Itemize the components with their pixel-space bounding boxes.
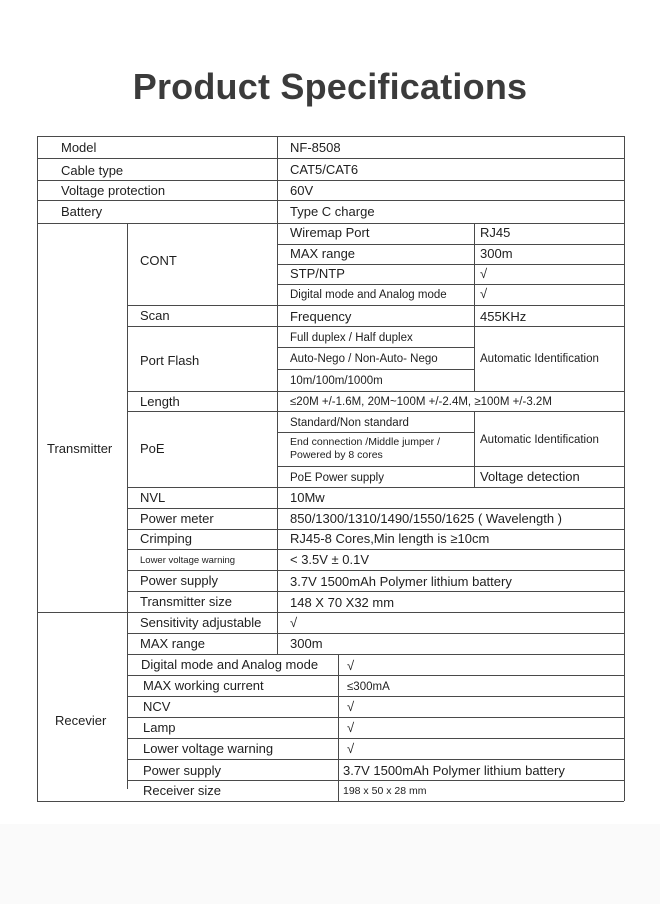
section-divider: [37, 612, 624, 613]
spec-label: Crimping: [140, 531, 193, 546]
check-mark: √: [480, 286, 488, 301]
spec-value: 3.7V 1500mAh Polymer lithium battery: [290, 574, 512, 589]
spec-label: Power meter: [140, 511, 214, 526]
receiver-spec-label: Sensitivity adjustable: [140, 615, 262, 630]
spec-label: Lower voltage warning: [140, 555, 236, 566]
check-mark: √: [480, 266, 488, 281]
check-mark: √: [347, 720, 355, 735]
row-divider: [127, 305, 624, 306]
scan-param: Frequency: [290, 309, 352, 324]
page-title: Product Specifications: [132, 66, 528, 107]
scan-value: 455KHz: [480, 309, 527, 324]
receiver-spec-label: Power supply: [143, 763, 222, 778]
receiver-spec-value: 3.7V 1500mAh Polymer lithium battery: [343, 763, 565, 778]
cable-type-value: CAT5/CAT6: [290, 162, 359, 177]
row-divider: [37, 180, 624, 181]
cont-param: Wiremap Port: [290, 225, 370, 240]
receiver-spec-value: 198 x 50 x 28 mm: [343, 785, 427, 797]
poe-label: PoE: [140, 441, 165, 456]
check-mark: √: [290, 615, 298, 630]
cont-label: CONT: [140, 253, 177, 268]
receiver-label: Recevier: [55, 713, 107, 728]
spec-label: Transmitter size: [140, 594, 232, 609]
spec-value: RJ45-8 Cores,Min length is ≥10cm: [290, 531, 490, 546]
model-value: NF-8508: [290, 140, 341, 155]
receiver-spec-label: NCV: [143, 699, 171, 714]
cont-param: MAX range: [290, 246, 356, 261]
receiver-spec-label: Lower voltage warning: [143, 741, 274, 756]
row-divider: [277, 284, 624, 285]
receiver-spec-label: Digital mode and Analog mode: [141, 657, 319, 672]
check-mark: √: [347, 741, 355, 756]
col-divider: [277, 223, 278, 612]
row-divider: [127, 780, 624, 781]
check-mark: √: [347, 658, 355, 673]
row-divider: [37, 200, 624, 201]
cable-type-label: Cable type: [61, 163, 124, 178]
battery-label: Battery: [61, 204, 103, 219]
spec-value: 10Mw: [290, 490, 325, 505]
receiver-spec-label: Receiver size: [143, 783, 222, 798]
row-divider: [127, 696, 624, 697]
spec-label: Power supply: [140, 573, 219, 588]
spec-table: [37, 136, 624, 801]
model-label: Model: [61, 140, 97, 155]
cont-value: RJ45: [480, 225, 511, 240]
row-divider: [277, 347, 474, 348]
row-divider: [127, 508, 624, 509]
transmitter-label: Transmitter: [47, 441, 113, 456]
poe-identification: Automatic Identification: [480, 434, 599, 446]
poe-power-supply-param: PoE Power supply: [290, 472, 384, 484]
row-divider: [277, 432, 474, 433]
receiver-spec-label: Lamp: [143, 720, 176, 735]
check-mark: √: [347, 699, 355, 714]
row-divider: [37, 158, 624, 159]
row-divider: [127, 759, 624, 760]
col-divider: [474, 326, 475, 391]
receiver-spec-value: 300m: [290, 636, 323, 651]
row-divider: [127, 391, 624, 392]
table-border: [37, 801, 624, 802]
col-divider: [474, 411, 475, 487]
cont-param: STP/NTP: [290, 266, 345, 281]
poe-standard: Standard/Non standard: [290, 417, 409, 429]
row-divider: [127, 633, 624, 634]
receiver-spec-value: ≤300mA: [347, 681, 390, 693]
poe-end-connection: End connection /Middle jumper /: [290, 436, 440, 448]
col-divider: [474, 223, 475, 305]
port-flash-label: Port Flash: [140, 353, 200, 368]
row-divider: [277, 264, 624, 265]
row-divider: [127, 717, 624, 718]
row-divider: [127, 487, 624, 488]
spec-value: 850/1300/1310/1490/1550/1625 ( Wavelength ): [290, 511, 563, 526]
receiver-spec-label: MAX range: [140, 636, 206, 651]
row-divider: [127, 326, 624, 327]
row-divider: [127, 738, 624, 739]
port-flash-param: 10m/100m/1000m: [290, 375, 383, 387]
row-divider: [127, 549, 624, 550]
table-border: [37, 136, 38, 801]
port-flash-value: Automatic Identification: [480, 353, 599, 365]
length-value: ≤20M +/-1.6M, 20M~100M +/-2.4M, ≥100M +/-3.2M: [290, 396, 552, 408]
poe-end-connection: Powered by 8 cores: [290, 449, 383, 461]
row-divider: [127, 411, 624, 412]
port-flash-param: Auto-Nego / Non-Auto- Nego: [290, 353, 438, 365]
col-divider: [277, 136, 278, 223]
spec-value: < 3.5V ± 0.1V: [290, 552, 370, 567]
receiver-spec-label: MAX working current: [143, 678, 264, 693]
voltage-protection-label: Voltage protection: [61, 183, 166, 198]
col-divider: [474, 305, 475, 326]
row-divider: [127, 570, 624, 571]
length-label: Length: [140, 394, 180, 409]
page-footer-band: [0, 824, 660, 904]
row-divider: [127, 675, 624, 676]
row-divider: [127, 529, 624, 530]
cont-value: 300m: [480, 246, 513, 261]
voltage-protection-value: 60V: [290, 183, 314, 198]
table-border: [624, 136, 625, 801]
battery-value: Type C charge: [290, 204, 375, 219]
scan-label: Scan: [140, 308, 170, 323]
cont-param: Digital mode and Analog mode: [290, 289, 447, 301]
row-divider: [277, 369, 474, 370]
spec-value: 148 X 70 X32 mm: [290, 595, 395, 610]
row-divider: [127, 591, 624, 592]
row-divider: [277, 244, 624, 245]
table-border: [37, 136, 624, 137]
col-divider: [338, 654, 339, 801]
spec-label: NVL: [140, 490, 166, 505]
port-flash-param: Full duplex / Half duplex: [290, 332, 413, 344]
row-divider: [37, 223, 624, 224]
col-divider: [127, 223, 128, 789]
poe-power-supply-value: Voltage detection: [480, 469, 580, 484]
row-divider: [127, 654, 624, 655]
row-divider: [277, 466, 624, 467]
